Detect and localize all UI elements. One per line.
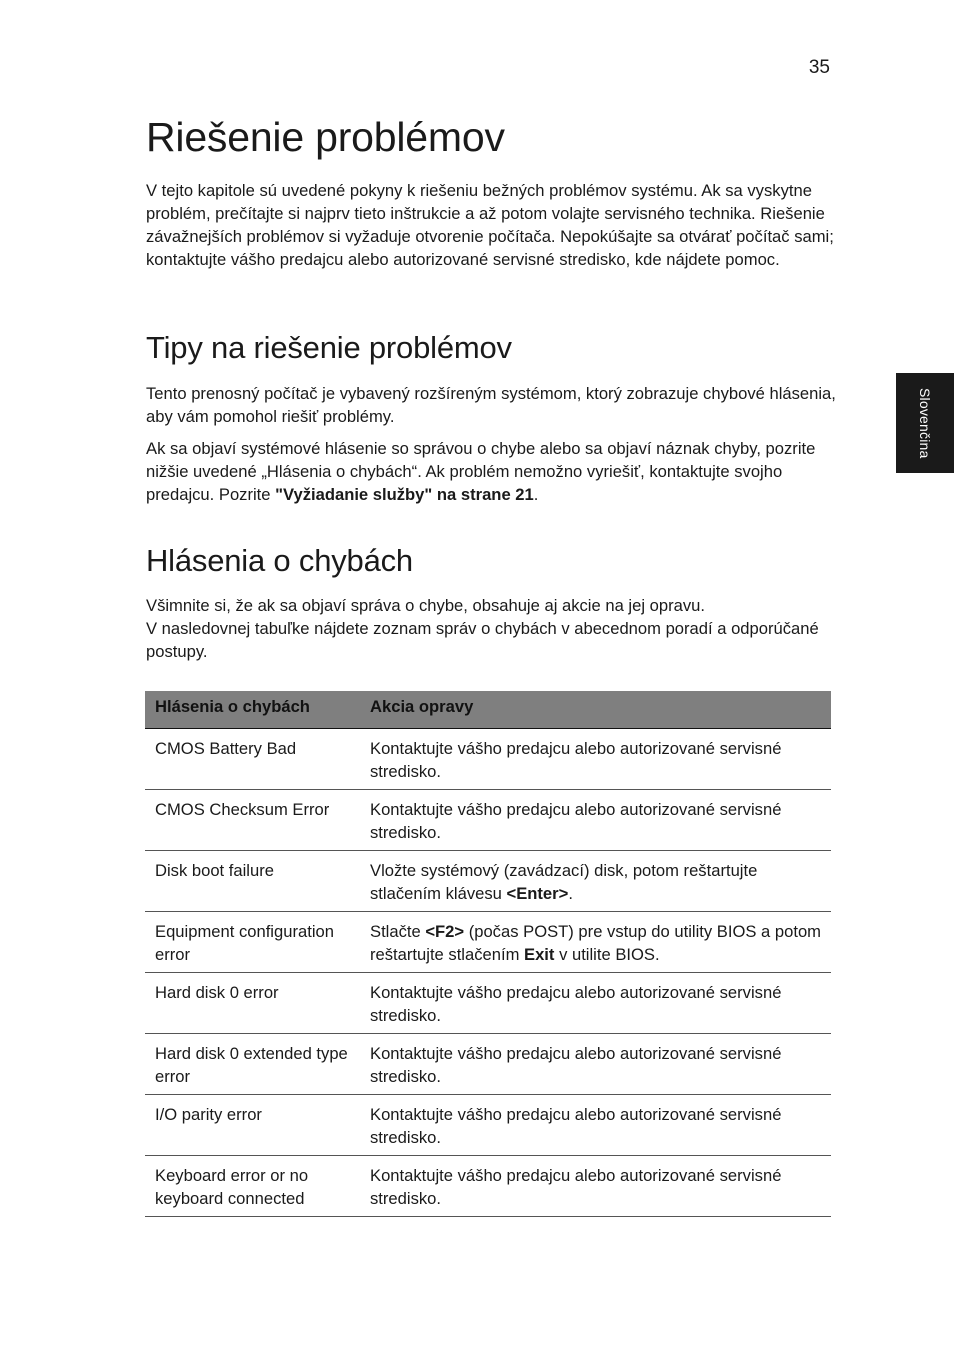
error-messages-table xyxy=(145,691,831,1217)
action-text: Vložte systémový (zavádzací) disk, potom reštartujte stlačením klávesu xyxy=(370,860,758,903)
error-message-cell: CMOS Checksum Error xyxy=(145,789,360,850)
error-message-cell: Disk boot failure xyxy=(145,850,360,911)
tips-paragraph-2-text: Ak sa objaví systémové hlásenie so správou o chybe alebo sa objaví náznak chyby, pozrite nižšie uvedené „Hlásenia o chybách“. Ak problém nemožno vyriešiť, kontaktujte svojho predajcu. Pozrite xyxy=(146,439,816,504)
table-row xyxy=(145,1094,831,1155)
error-action-cell: Kontaktujte vášho predajcu alebo autorizované servisné stredisko. xyxy=(360,1094,831,1155)
error-messages-heading: Hlásenia o chybách xyxy=(146,543,413,578)
column-header-action: Akcia opravy xyxy=(360,691,831,728)
page-title: Riešenie problémov xyxy=(146,114,505,160)
table-row xyxy=(145,911,831,972)
error-message-cell: I/O parity error xyxy=(145,1094,360,1155)
service-request-reference-link[interactable]: "Vyžiadanie služby" na strane 21 xyxy=(275,485,534,504)
error-messages-paragraph-2: V nasledovnej tabuľke nájdete zoznam správ o chybách v abecednom poradí a odporúčané postupy. xyxy=(146,619,819,661)
page-number: 35 xyxy=(808,57,830,78)
tips-paragraph-2-end: . xyxy=(533,485,539,504)
error-message-cell: Keyboard error or no keyboard connected xyxy=(145,1155,360,1216)
f2-key-label: <F2> xyxy=(425,921,465,941)
error-message-cell: CMOS Battery Bad xyxy=(145,728,360,789)
intro-paragraph: V tejto kapitole sú uvedené pokyny k riešeniu bežných problémov systému. Ak sa vyskytne problém, prečítajte si najprv tieto inštrukcie a až potom volajte servisného technika. Riešenie závažnejších problémov si vyžaduje otvorenie počítača. Nepokúšajte sa otvárať počítač sami; kontaktujte vášho predajcu alebo autorizované servisné stredisko, kde nájdete pomoc. xyxy=(146,181,834,269)
table-row xyxy=(145,972,831,1033)
tips-paragraph-1: Tento prenosný počítač je vybavený rozšíreným systémom, ktorý zobrazuje chybové hlásenia, aby vám pomohol riešiť problémy. xyxy=(146,384,836,426)
action-text-middle: (počas POST) pre vstup do utility BIOS a potom reštartujte stlačením xyxy=(370,921,822,964)
error-message-cell: Hard disk 0 error xyxy=(145,972,360,1033)
action-text-end: v utilite BIOS. xyxy=(554,944,660,964)
error-message-cell: Hard disk 0 extended type error xyxy=(145,1033,360,1094)
error-action-cell xyxy=(360,911,831,972)
error-action-cell: Kontaktujte vášho predajcu alebo autorizované servisné stredisko. xyxy=(360,1033,831,1094)
error-message-cell: Equipment configuration error xyxy=(145,911,360,972)
table-header-row xyxy=(145,691,831,728)
error-action-cell: Kontaktujte vášho predajcu alebo autorizované servisné stredisko. xyxy=(360,972,831,1033)
table-row xyxy=(145,1033,831,1094)
error-messages-intro xyxy=(146,594,836,663)
table-row xyxy=(145,1155,831,1216)
error-action-cell: Kontaktujte vášho predajcu alebo autorizované servisné stredisko. xyxy=(360,789,831,850)
table-row xyxy=(145,850,831,911)
error-action-cell: Kontaktujte vášho predajcu alebo autorizované servisné stredisko. xyxy=(360,1155,831,1216)
action-text: Stlačte xyxy=(370,921,426,941)
exit-option-label: Exit xyxy=(524,944,555,964)
action-text-end: . xyxy=(568,883,573,903)
error-messages-paragraph-1: Všimnite si, že ak sa objaví správa o chybe, obsahuje aj akcie na jej opravu. xyxy=(146,596,705,615)
language-side-tab-label: Slovenčina xyxy=(917,387,933,459)
table-row xyxy=(145,728,831,789)
error-action-cell: Kontaktujte vášho predajcu alebo autorizované servisné stredisko. xyxy=(360,728,831,789)
tips-paragraph-2 xyxy=(146,437,836,506)
language-side-tab xyxy=(896,373,954,473)
error-action-cell xyxy=(360,850,831,911)
table-row xyxy=(145,789,831,850)
enter-key-label: <Enter> xyxy=(506,883,569,903)
column-header-message: Hlásenia o chybách xyxy=(145,691,360,728)
tips-heading: Tipy na riešenie problémov xyxy=(146,330,512,365)
